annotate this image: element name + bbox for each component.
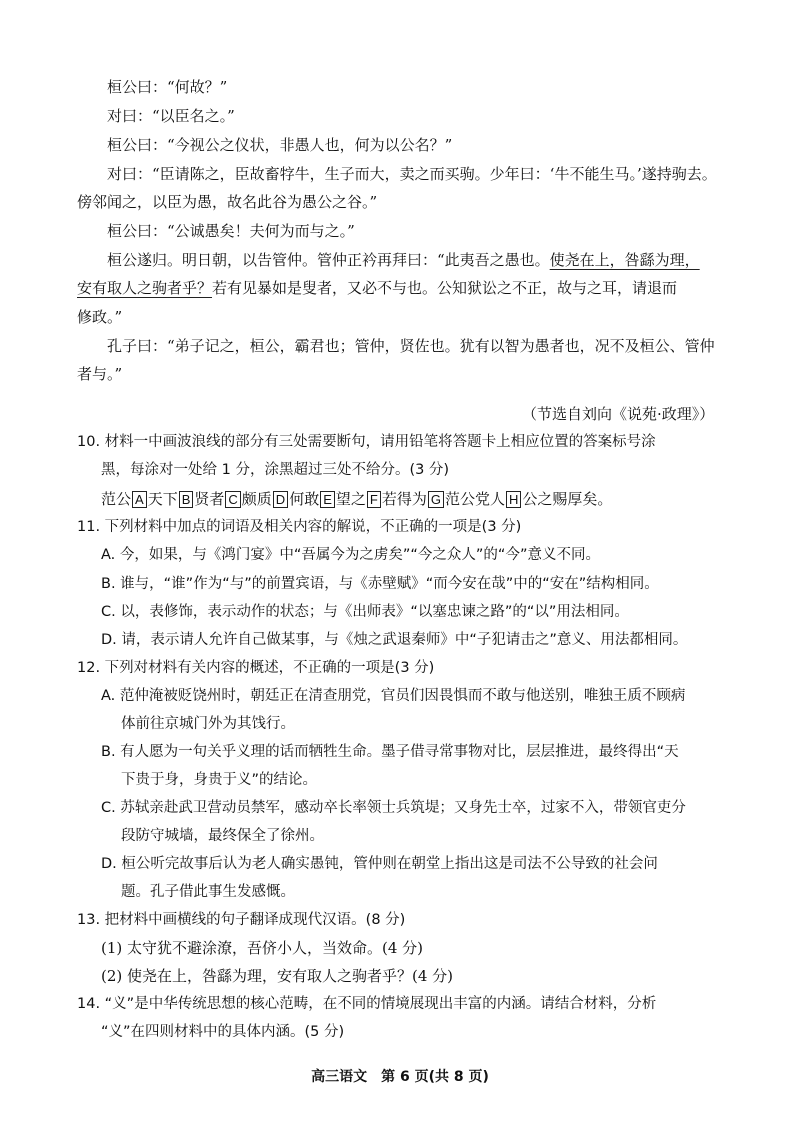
underlined-sentence: 使尧在上，咎繇为理， bbox=[549, 251, 700, 269]
break-label-box: G bbox=[428, 491, 444, 508]
passage-line: 桓公曰：“今视公之仪状，非愚人也，何为以公名？” bbox=[107, 136, 453, 154]
passage-line bbox=[77, 278, 677, 298]
segment: 望之 bbox=[335, 490, 366, 508]
passage-line: 桓公曰：“何故？” bbox=[107, 78, 228, 96]
question-10-stem: 10. 材料一中画波浪线的部分有三处需要断句，请用铅笔将答题卡上相应位置的答案标号涂 bbox=[77, 434, 656, 450]
question-11-option-c: C. 以，表修饰，表示动作的状态；与《出师表》“以塞忠谏之路”的“以”用法相同。 bbox=[101, 604, 629, 620]
question-11-stem: 11. 下列材料中加点的词语及相关内容的解说，不正确的一项是(3 分) bbox=[77, 519, 522, 535]
page-footer: 高三语文 第 6 页(共 8 页) bbox=[311, 1069, 489, 1085]
question-10-sentence bbox=[101, 489, 612, 509]
question-12-option-b: B. 有人愿为一句关乎义理的话而牺牲生命。墨子借寻常事物对比，层层推进，最终得出“天 bbox=[101, 744, 679, 760]
segment: 天下 bbox=[147, 490, 178, 508]
question-13-stem: 13. 把材料中画横线的句子翻译成现代汉语。(8 分) bbox=[77, 912, 406, 928]
question-13-sentence-1: (1) 太守犹不避涂潦，吾侪小人，当效命。(4 分) bbox=[101, 939, 424, 957]
passage-line: 桓公曰：“公诚愚矣！夫何为而与之。” bbox=[107, 222, 355, 240]
segment: 公之赐厚矣。 bbox=[522, 490, 613, 508]
question-12-option-d: D. 桓公听完故事后认为老人确实愚钝，管仲则在朝堂上指出这是司法不公导致的社会问 bbox=[101, 856, 658, 872]
passage-text: 桓公遂归。明日朝，以告管仲。管仲正衿再拜曰：“此夷吾之愚也。 bbox=[107, 251, 550, 269]
question-11-option-d: D. 请，表示请人允许自己做某事，与《烛之武退秦师》中“子犯请击之”意义、用法都相同。 bbox=[101, 632, 688, 648]
question-14-stem: “义”在四则材料中的具体内涵。(5 分) bbox=[101, 1024, 345, 1040]
break-label-box: B bbox=[179, 491, 194, 508]
question-12-stem: 12. 下列对材料有关内容的概述，不正确的一项是(3 分) bbox=[77, 660, 435, 676]
question-14-stem: 14. “义”是中华传统思想的核心范畴，在不同的情境展现出丰富的内涵。请结合材料，分析 bbox=[77, 996, 657, 1012]
segment: 范公党人 bbox=[444, 490, 505, 508]
passage-line: 孔子曰：“弟子记之，桓公，霸君也；管仲，贤佐也。犹有以智为愚者也，况不及桓公、管仲 bbox=[107, 337, 715, 355]
break-label-box: E bbox=[320, 491, 335, 508]
break-label-box: A bbox=[132, 491, 147, 508]
question-12-option-a-cont: 体前往京城门外为其饯行。 bbox=[121, 716, 295, 732]
segment: 若得为 bbox=[381, 490, 427, 508]
passage-line: 对曰：“臣请陈之，臣故畜牸牛，生子而大，卖之而买驹。少年曰：‘牛不能生马。’遂持驹去。 bbox=[107, 165, 717, 183]
question-12-option-d-cont: 题。孔子借此事生发感慨。 bbox=[121, 884, 295, 900]
passage-line: 对曰：“以臣名之。” bbox=[107, 107, 235, 125]
break-label-box: H bbox=[506, 491, 521, 508]
underlined-sentence: 安有取人之驹者乎？ bbox=[77, 279, 213, 297]
passage-line: 者与。” bbox=[77, 365, 123, 383]
break-label-box: D bbox=[273, 491, 288, 508]
question-11-option-a: A. 今，如果，与《鸿门宴》中“吾属今为之虏矣”“今之众人”的“今”意义不同。 bbox=[101, 547, 600, 563]
passage-line bbox=[107, 250, 700, 270]
break-label-box: F bbox=[367, 491, 381, 508]
segment: 范公 bbox=[101, 490, 132, 508]
question-13-sentence-2: (2) 使尧在上，咎繇为理，安有取人之驹者乎？(4 分) bbox=[101, 967, 454, 985]
question-11-option-b: B. 谁与，“谁”作为“与”的前置宾语，与《赤壁赋》“而今安在哉”中的“安在”结构相同。 bbox=[101, 576, 659, 592]
passage-line: 修政。” bbox=[77, 308, 123, 326]
source-citation: （节选自刘向《说苑·政理》） bbox=[522, 405, 715, 423]
break-label-box: C bbox=[225, 491, 240, 508]
segment: 颇质 bbox=[241, 490, 272, 508]
question-12-option-b-cont: 下贵于身，身贵于义”的结论。 bbox=[121, 772, 318, 788]
question-10-stem: 黑，每涂对一处给 1 分，涂黑超过三处不给分。(3 分) bbox=[101, 462, 450, 478]
question-12-option-c-cont: 段防守城墙，最终保全了徐州。 bbox=[121, 828, 324, 844]
passage-line: 傍邻闻之，以臣为愚，故名此谷为愚公之谷。” bbox=[77, 193, 378, 211]
segment: 何敢 bbox=[289, 490, 320, 508]
question-12-option-c: C. 苏轼亲赴武卫营动员禁军，感动卒长率领士兵筑堤；又身先士卒，过家不入，带领官吏分 bbox=[101, 800, 686, 816]
question-12-option-a: A. 范仲淹被贬饶州时，朝廷正在清查朋党，官员们因畏惧而不敢与他送别，唯独王质不顾病 bbox=[101, 688, 686, 704]
passage-text: 若有见暴如是叟者，又必不与也。公知狱讼之不正，故与之耳，请退而 bbox=[212, 279, 678, 297]
segment: 贤者 bbox=[194, 490, 225, 508]
